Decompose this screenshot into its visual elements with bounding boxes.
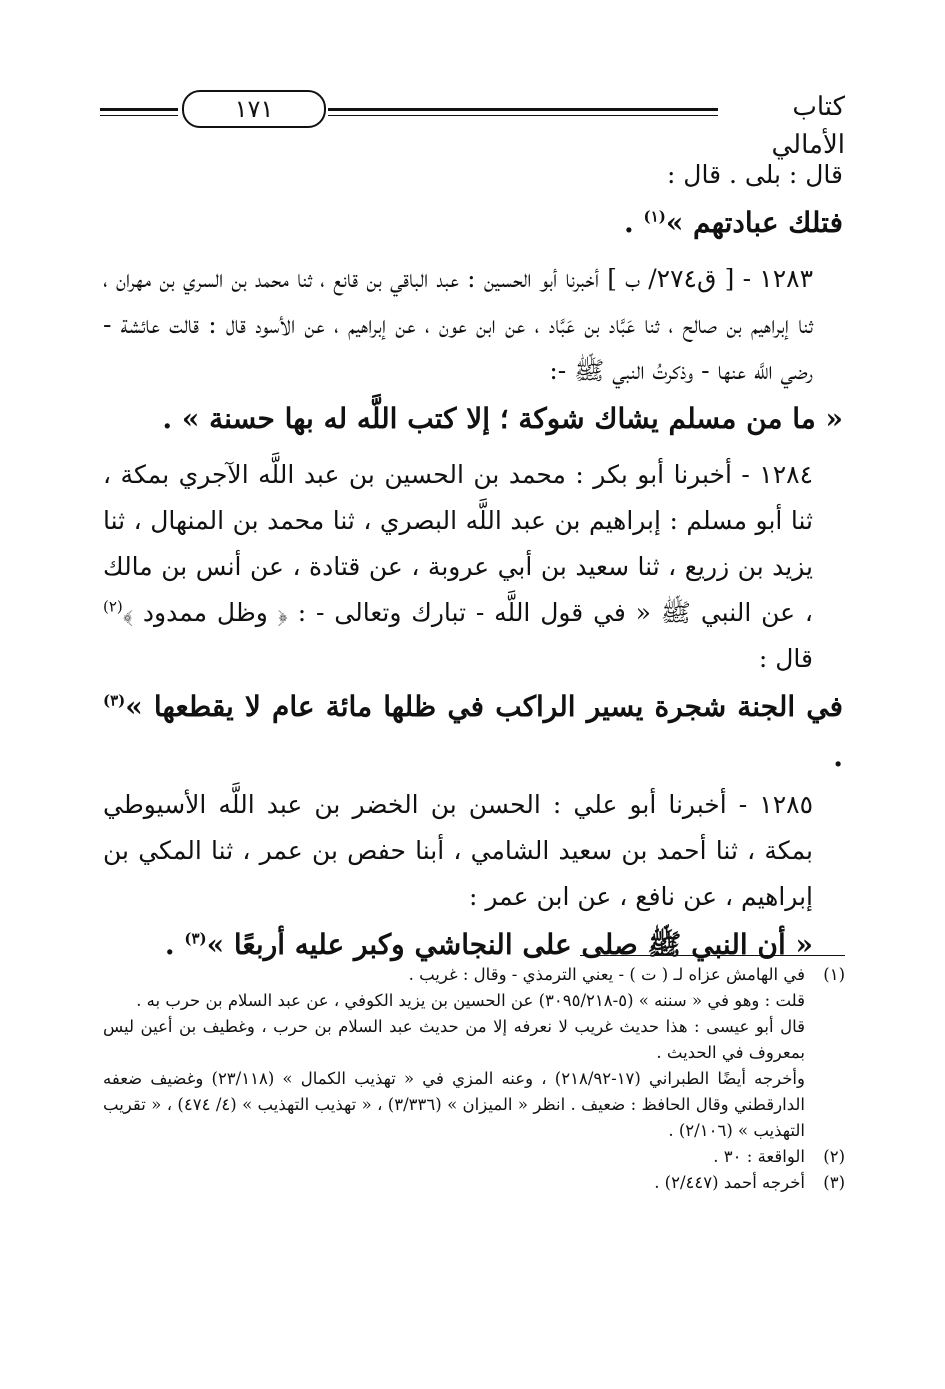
- footnote-number: (٣): [823, 1173, 845, 1192]
- footnote-ref[interactable]: (١): [643, 207, 666, 226]
- footnote-ref[interactable]: (٣): [184, 929, 207, 948]
- footnote-text: قال أبو عيسى : هذا حديث غريب لا نعرفه إلا من حديث عبد السلام بن حرب ، وغطيف بن أعين ليس بمعروف في الحديث .: [103, 1017, 805, 1062]
- footnote-text: في الهامش عزاه لـ ( ت ) - يعني الترمذي - وقال : غريب .: [408, 965, 805, 984]
- page-header: [100, 86, 845, 160]
- header-rule-right: [328, 108, 718, 111]
- footnote-2: [103, 1144, 845, 1170]
- main-text: [103, 152, 843, 970]
- footnote-text: قلت : وهو في « سننه » (٥-٣٠٩٥/٢١٨) عن الحسين بن يزيد الكوفي ، عن عبد السلام بن حرب به .: [136, 991, 805, 1010]
- footnote-number: (٢): [823, 1147, 845, 1166]
- footnote-1: [103, 962, 845, 988]
- footnote-text: وأخرجه أيضًا الطبراني (١٧-٢١٨/٩٢) ، وعنه المزي في « تهذيب الكمال » (٢٣/١١٨) وغضيف ضعفه الدارقطني وقال الحافظ : ضعيف . انظر « الميزان » (٣/٣٣٦) ، « تهذيب التهذيب » (٤/ ٤٧٤) ، « تقريب التهذيب » (٢/١٠٦) .: [103, 1069, 805, 1140]
- header-rule-left: [100, 108, 178, 111]
- page-number: ١٧١: [182, 90, 326, 128]
- hadith-1283-isnad: ١٢٨٣ - [ ق٢٧٤/ ب ] أخبرنا أبو الحسين : عبد الباقي بن قانع ، ثنا محمد بن السري بن مهران ، ثنا إبراهيم بن صالح ، ثنا عَبَّاد بن عَبَّاد ، عن ابن عون ، عن إبراهيم ، عن الأسود قال : قالت عائشة - رضي اللَّه عنها - وذكرتُ النبي ﷺ -:: [103, 264, 813, 385]
- footnotes: [103, 962, 845, 1196]
- hadith-text: فتلك عبادتهم »$^{(١)}$ .: [624, 206, 843, 239]
- hadith-1284-isnad: ١٢٨٤ - أخبرنا أبو بكر : محمد بن الحسين بن عبد اللَّه الآجري بمكة ، ثنا أبو مسلم : إبراهيم بن عبد اللَّه البصري ، ثنا محمد بن المنهال ، ثنا يزيد بن زريع ، ثنا سعيد بن أبي عروبة ، عن قتادة ، عن أنس بن مالك ، عن النبي ﷺ « في قول اللَّه - تبارك وتعالى - : ﴿ وظل ممدود ﴾$^{(٢)}$ قال :: [103, 460, 813, 673]
- hadith-1285-isnad: ١٢٨٥ - أخبرنا أبو علي : الحسن بن الخضر بن عبد اللَّه الأسيوطي بمكة ، ثنا أحمد بن سعيد الشامي ، أبنا حفص بن عمر ، ثنا المكي بن إبراهيم ، عن نافع ، عن ابن عمر :: [103, 790, 813, 911]
- footnote-ref[interactable]: (٢): [103, 597, 123, 616]
- footnote-text: أخرجه أحمد (٢/٤٤٧) .: [654, 1173, 805, 1192]
- text-line: قال : بلى . قال :: [666, 160, 843, 189]
- hadith-1285-text: « أن النبي ﷺ صلى على النجاشي وكبر عليه أربعًا »$^{(٣)}$ .: [164, 928, 813, 961]
- hadith-1284-text: في الجنة شجرة يسير الراكب في ظلها مائة عام لا يقطعها »$^{(٣)}$ .: [103, 690, 843, 773]
- footnote-3: [103, 1170, 845, 1196]
- footnote-divider: [580, 955, 845, 956]
- footnote-number: (١): [823, 965, 845, 984]
- footnote-text: الواقعة : ٣٠ .: [713, 1147, 805, 1166]
- hadith-1283-text: « ما من مسلم يشاك شوكة ؛ إلا كتب اللَّه له بها حسنة » .: [162, 402, 843, 435]
- running-title: كتاب الأمالي: [771, 92, 845, 160]
- footnote-ref[interactable]: (٣): [103, 691, 126, 710]
